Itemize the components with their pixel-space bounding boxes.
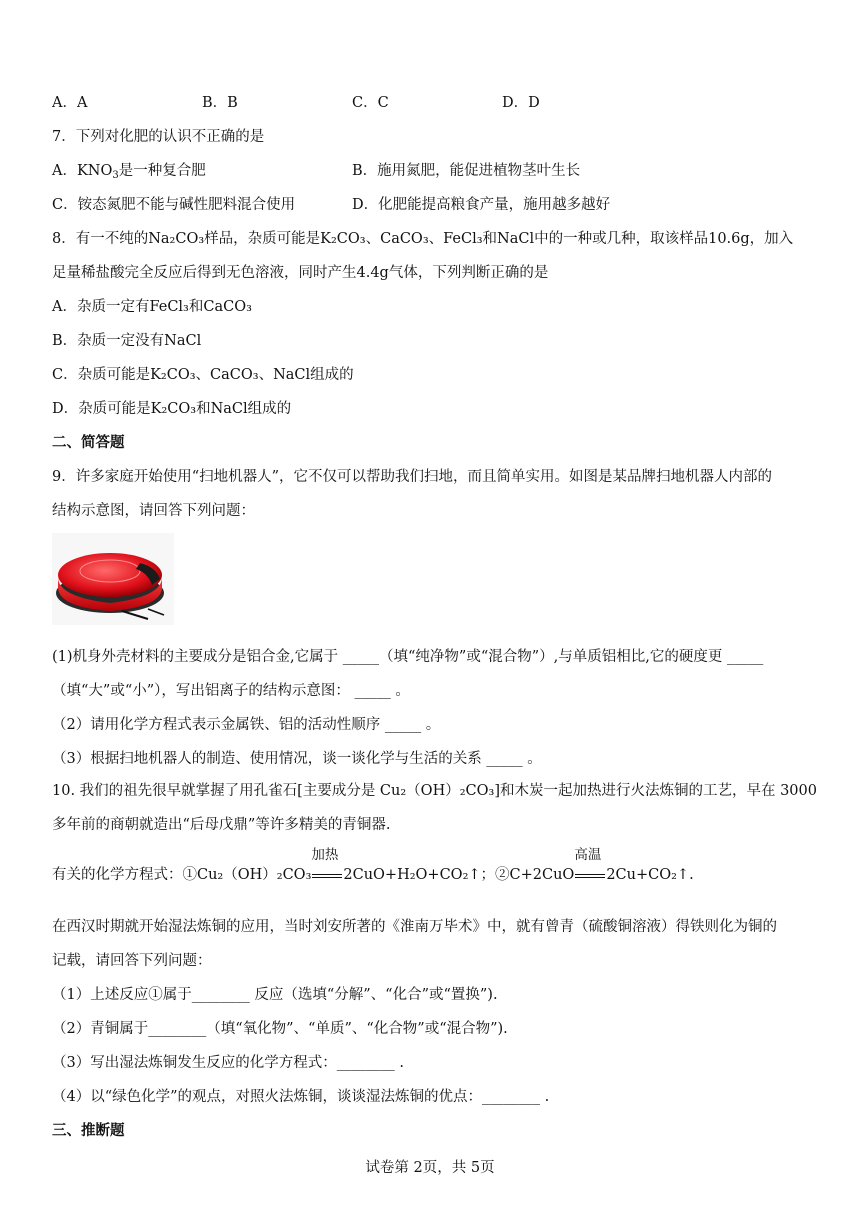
q6-option-a: A．A — [52, 95, 88, 111]
section-heading-2: 二、简答题 — [52, 434, 125, 451]
q8-stem-line2: 足量稀盐酸完全反应后得到无色溶液，同时产生4.4g气体，下列判断正确的是 — [52, 265, 549, 281]
q10-stem-line2: 多年前的商朝就造出“后母戊鼎”等许多精美的青铜器. — [52, 817, 391, 833]
q8-option-b: B．杂质一定没有NaCl — [52, 333, 202, 349]
q10-part2: （2）青铜属于________（填“氧化物”、“单质”、“化合物”或“混合物”). — [52, 1021, 508, 1037]
q7-a-text2: 是一种复合肥 — [118, 163, 206, 179]
q7-a-text: A．KNO — [52, 163, 113, 179]
eq-end: 2Cu+CO₂↑. — [606, 867, 694, 883]
q10-stem-line4: 记载，请回答下列问题： — [52, 953, 212, 969]
q7-option-c: C．铵态氮肥不能与碱性肥料混合使用 — [52, 197, 296, 213]
eq-prefix: 有关的化学方程式：①Cu₂（OH）₂CO₃ — [52, 867, 312, 883]
q9-stem-line2: 结构示意图，请回答下列问题： — [52, 503, 255, 519]
q10-part3: （3）写出湿法炼铜发生反应的化学方程式：________ . — [52, 1055, 404, 1071]
q8-option-d: D．杂质可能是K₂CO₃和NaCl组成的 — [52, 401, 292, 417]
eq-cond-heat: 加热 — [311, 847, 339, 863]
q7-option-b: B．施用氮肥，能促进植物茎叶生长 — [352, 163, 581, 179]
q10-part1: （1）上述反应①属于________ 反应（选填“分解”、“化合”或“置换”). — [52, 987, 498, 1003]
q9-part1-line2: （填“大”或“小”），写出铝离子的结构示意图： _____ 。 — [52, 683, 410, 699]
q9-part3: （3）根据扫地机器人的制造、使用情况，谈一谈化学与生活的关系 _____ 。 — [52, 751, 542, 767]
q6-option-c: C．C — [352, 95, 389, 111]
q9-part1-line1: (1)机身外壳材料的主要成分是铝合金,它属于 _____（填“纯净物”或“混合物”）,与单质铝相比,它的硬度更 _____ — [52, 649, 764, 665]
q9-part2: （2）请用化学方程式表示金属铁、铝的活动性顺序 _____ 。 — [52, 717, 441, 733]
q8-option-c: C．杂质可能是K₂CO₃、CaCO₃、NaCl组成的 — [52, 367, 354, 383]
q10-equations — [52, 847, 694, 885]
q8-stem-line1: 8．有一不纯的Na₂CO₃样品，杂质可能是K₂CO₃、CaCO₃、FeCl₃和NaCl中的一种或几种，取该样品10.6g，加入 — [52, 231, 794, 247]
eq-arrow-heat — [311, 847, 343, 885]
q10-stem-line1: 10. 我们的祖先很早就掌握了用孔雀石[主要成分是 Cu₂（OH）₂CO₃]和木炭一起加热进行火法炼铜的工艺，早在 3000 — [52, 783, 817, 799]
q10-stem-line3: 在西汉时期就开始湿法炼铜的应用，当时刘安所著的《淮南万毕术》中，就有曾青（硫酸铜溶液）得铁则化为铜的 — [52, 919, 777, 935]
eq-mid: 2CuO+H₂O+CO₂↑；②C+2CuO — [343, 867, 575, 883]
q8-option-a: A．杂质一定有FeCl₃和CaCO₃ — [52, 299, 252, 315]
q6-option-b: B．B — [202, 95, 238, 111]
eq-cond-hightemp: 高温 — [574, 847, 602, 863]
q9-stem-line1: 9．许多家庭开始使用“扫地机器人”，它不仅可以帮助我们扫地，而且简单实用。如图是某品牌扫地机器人内部的 — [52, 469, 773, 485]
q7-stem: 7．下列对化肥的认识不正确的是 — [52, 129, 265, 145]
q7-a-sub: 3 — [112, 170, 119, 181]
robot-vacuum-image — [52, 533, 174, 625]
page-footer: 试卷第 2页，共 5页 — [365, 1160, 495, 1176]
section-heading-3: 三、推断题 — [52, 1122, 125, 1139]
q10-part4: （4）以“绿色化学”的观点，对照火法炼铜，谈谈湿法炼铜的优点：________ . — [52, 1089, 550, 1105]
eq-arrow-hightemp — [574, 847, 606, 885]
q7-option-d: D．化肥能提高粮食产量，施用越多越好 — [352, 197, 611, 213]
q6-option-d: D．D — [502, 95, 540, 111]
q7-option-a — [52, 161, 206, 181]
